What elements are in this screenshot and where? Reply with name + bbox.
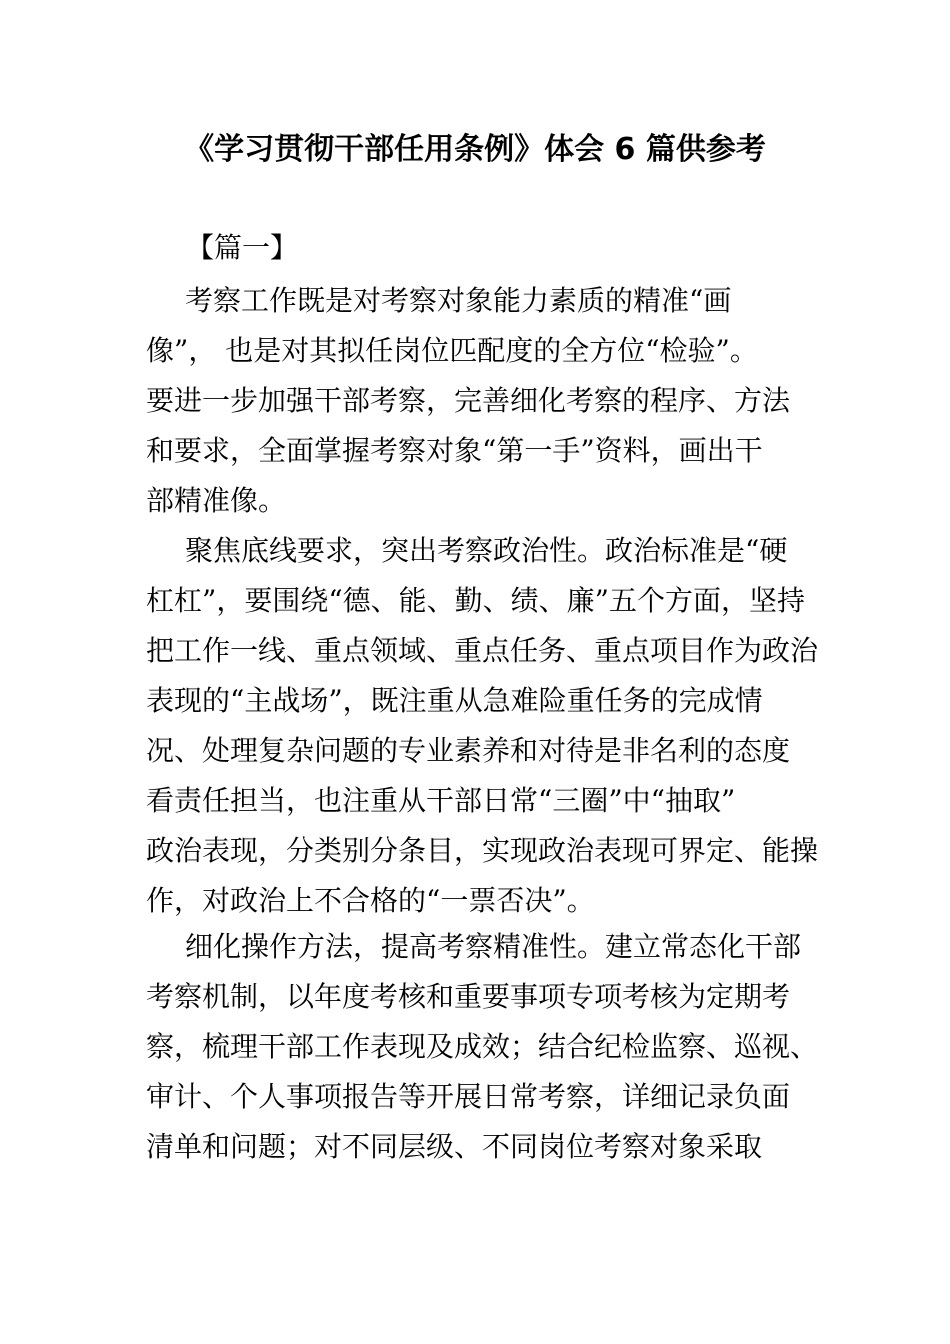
paragraph-3: [146, 922, 819, 1172]
paragraph-line: 把工作一线、重点领域、重点任务、重点项目作为政治: [146, 634, 819, 667]
paragraph-line: 部精准像。: [146, 484, 287, 517]
paragraph-line: 审计、个人事项报告等开展日常考察，详细记录负面: [146, 1080, 791, 1113]
section-label: 【篇一】: [186, 231, 299, 264]
paragraph-line: 像”， 也是对其拟任岗位匹配度的全方位“检验”。: [146, 334, 758, 367]
paragraph-line: 政治表现，分类别分条目，实现政治表现可界定、能操: [146, 834, 819, 867]
paragraph-line: 考察工作既是对考察对象能力素质的精准“画: [185, 284, 732, 317]
paragraph-line: 聚焦底线要求，突出考察政治性。政治标准是“硬: [185, 534, 788, 567]
paragraph-line: 况、处理复杂问题的专业素养和对待是非名利的态度: [146, 734, 791, 767]
paragraph-line: 杠杠”，要围绕“德、能、勤、绩、廉”五个方面，坚持: [146, 584, 805, 617]
paragraph-line: 看责任担当，也注重从干部日常“三圈”中“抽取”: [146, 784, 736, 817]
paragraph-line: 考察机制，以年度考核和重要事项专项考核为定期考: [146, 980, 791, 1013]
paragraph-line: 清单和问题；对不同层级、不同岗位考察对象采取: [146, 1130, 763, 1163]
paragraph-line: 要进一步加强干部考察，完善细化考察的程序、方法: [146, 384, 791, 417]
paragraph-line: 和要求，全面掌握考察对象“第一手”资料，画出干: [146, 434, 763, 467]
paragraph-line: 表现的“主战场”，既注重从急难险重任务的完成情: [146, 684, 763, 717]
paragraph-1: [146, 276, 806, 526]
paragraph-line: 细化操作方法，提高考察精准性。建立常态化干部: [185, 930, 802, 963]
paragraph-line: 察，梳理干部工作表现及成效；结合纪检监察、巡视、: [146, 1030, 819, 1063]
paragraph-line: 作，对政治上不合格的“一票否决”。: [146, 884, 595, 917]
document-title: 《学习贯彻干部任用条例》体会 6 篇供参考: [184, 132, 766, 167]
paragraph-2: [146, 526, 819, 926]
